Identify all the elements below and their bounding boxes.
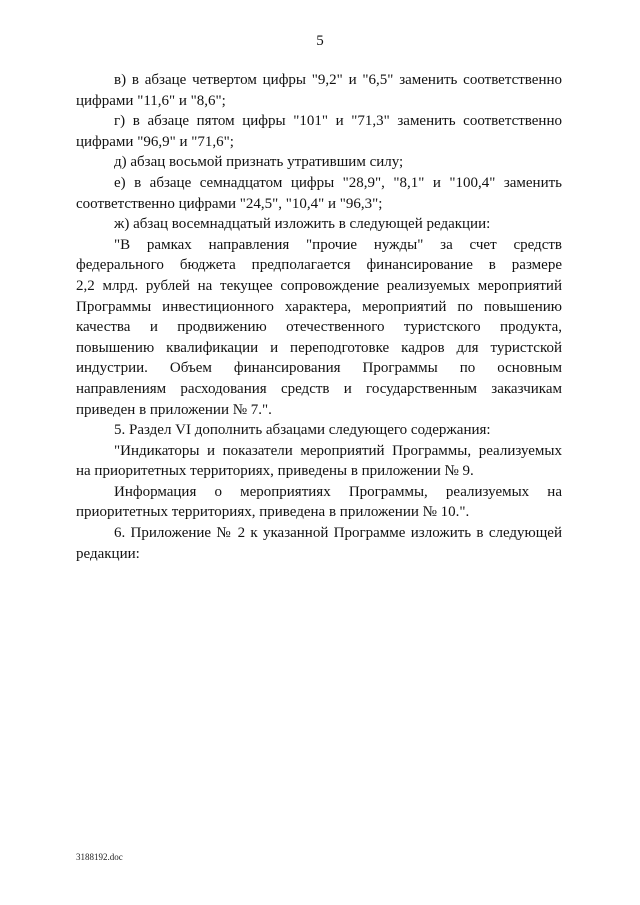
- text-line: 6. Приложение № 2 к указанной Программе изложить в следующей: [114, 525, 562, 542]
- text-line: 2,2 млрд. рублей на текущее сопровождение реализуемых мероприятий: [76, 277, 562, 294]
- text-line: цифрами "11,6" и "8,6";: [76, 92, 226, 109]
- document-body: [76, 70, 562, 564]
- text-line: г) в абзаце пятом цифры "101" и "71,3" заменить соответственно: [114, 113, 562, 130]
- text-line: в) в абзаце четвертом цифры "9,2" и "6,5" заменить соответственно: [114, 72, 562, 88]
- text-line: федерального бюджета предполагается финансирование в размере: [76, 257, 562, 274]
- text-line: на приоритетных территориях, приведены в приложении № 9.: [76, 463, 474, 480]
- text-line: индустрии. Объем финансирования Программы по основным: [76, 360, 562, 377]
- text-line: "Индикаторы и показатели мероприятий Программы, реализуемых: [114, 442, 562, 459]
- text-line: направлениям расходования средств и государственным заказчикам: [76, 380, 562, 397]
- text-line: качества и продвижению отечественного туристского продукта,: [76, 319, 562, 336]
- text-line: е) в абзаце семнадцатом цифры "28,9", "8,1" и "100,4" заменить: [114, 174, 562, 191]
- text-line: 5. Раздел VI дополнить абзацами следующего содержания:: [114, 422, 491, 439]
- document-filename: 3188192.doc: [76, 852, 123, 862]
- text-line: д) абзац восьмой признать утратившим силу;: [114, 154, 404, 171]
- text-line: ж) абзац восемнадцатый изложить в следующей редакции:: [114, 216, 491, 233]
- text-line: редакции:: [76, 545, 140, 562]
- text-line: Информация о мероприятиях Программы, реализуемых на: [114, 483, 562, 500]
- text-line: Программы инвестиционного характера, мероприятий по повышению: [76, 298, 562, 315]
- text-line: приоритетных территориях, приведена в приложении № 10.".: [76, 504, 470, 521]
- page-number: 5: [316, 33, 324, 49]
- text-line: соответственно цифрами "24,5", "10,4" и "96,3";: [76, 195, 383, 212]
- text-line: приведен в приложении № 7.".: [76, 401, 272, 418]
- text-line: повышению квалификации и переподготовке кадров для туристской: [76, 339, 562, 356]
- text-line: цифрами "96,9" и "71,6";: [76, 133, 234, 150]
- text-line: "В рамках направления "прочие нужды" за счет средств: [114, 236, 562, 253]
